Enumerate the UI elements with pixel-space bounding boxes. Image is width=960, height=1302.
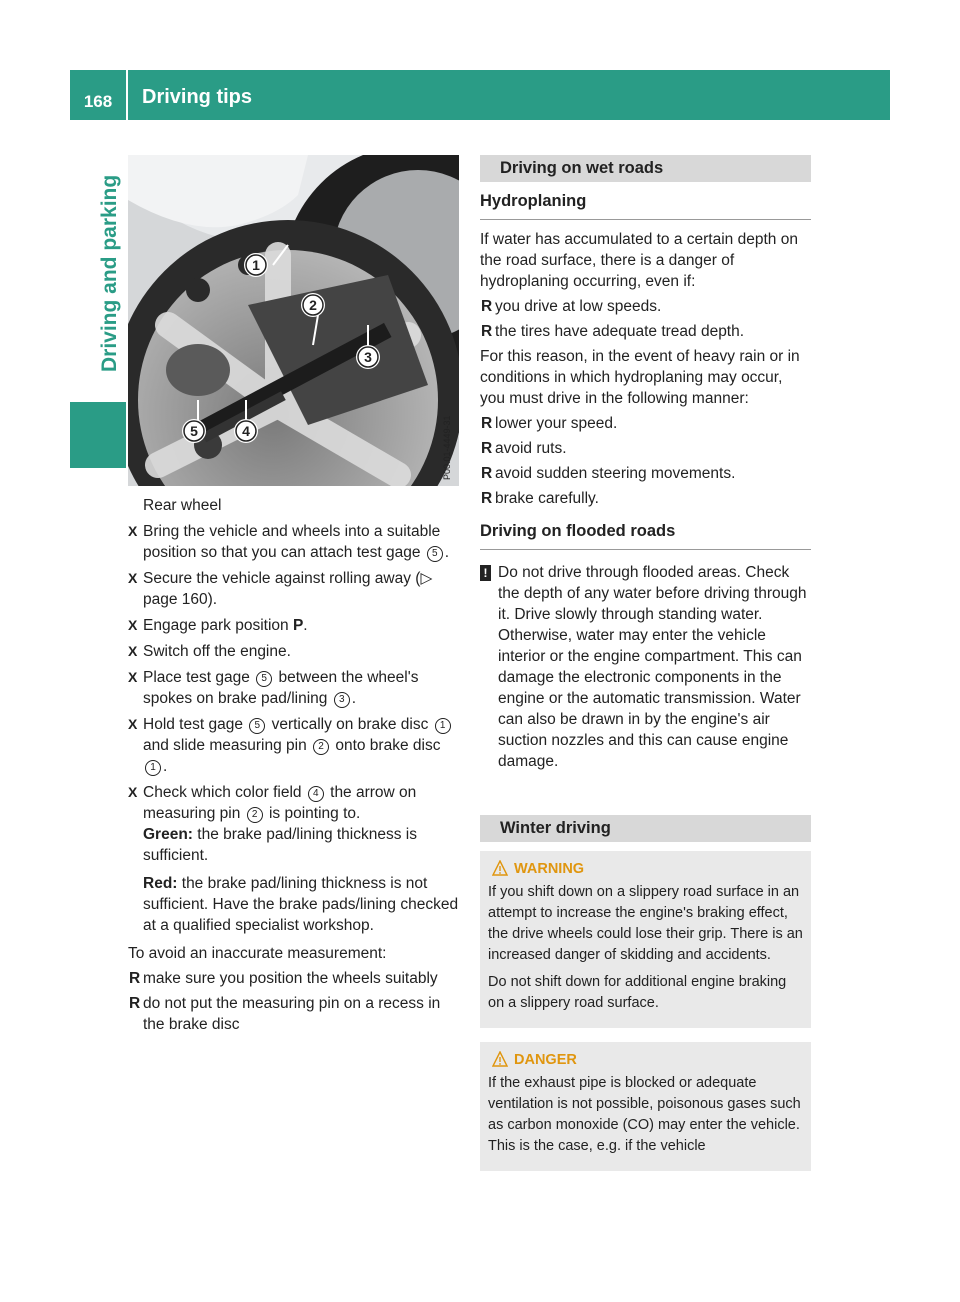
right-column [480,155,811,1171]
avoid-bullet-1: R make sure you position the wheels suitably [129,970,438,987]
subheading-flooded-roads: Driving on flooded roads [480,521,811,550]
bullet-icon: R [481,440,493,457]
step-mark-icon: X [128,617,138,633]
danger-box [480,1042,811,1171]
hydro2-bullet-3: R avoid sudden steering movements. [481,465,736,482]
step-1: X Bring the vehicle and wheels into a suitable position so that you can attach test gage 5 . [128,523,450,561]
hydro-para: For this reason, in the event of heavy rain or in conditions in which hydroplaning may occur, you must drive in the following manner: [480,348,800,407]
bullet-icon: R [481,465,493,482]
header-divider [126,70,128,120]
hydro2-bullet-4: R brake carefully. [481,490,599,507]
figure-code: P00.01-4449-31 [442,415,452,480]
side-chapter-tab [70,402,126,468]
danger-text-1: If the exhaust pipe is blocked or adequate ventilation is not possible, poisonous gases such as carbon monoxide (CO) may enter the vehicle. This is the case, e.g. if the vehicle [488,1075,801,1154]
step-3: X Engage park position P. [128,617,308,634]
danger-triangle-icon [492,1051,508,1067]
warning-title: WARNING [488,859,803,880]
bullet-icon: R [481,415,493,432]
warning-text-2: Do not shift down for additional engine braking on a slippery road surface. [488,974,787,1011]
avoid-intro: To avoid an inaccurate measurement: [128,945,387,962]
callout-2: 2 [309,297,317,313]
hydro2-bullet-1: R lower your speed. [481,415,618,432]
green-result: Green: the brake pad/lining thickness is sufficient. [143,826,417,864]
section-heading-wet-roads: Driving on wet roads [480,155,811,182]
step-mark-icon: X [128,669,138,685]
wheel-illustration [128,155,459,486]
bullet-icon: R [129,995,141,1012]
warning-triangle-icon [492,860,508,876]
step-4: X Switch off the engine. [128,643,291,660]
callout-3: 3 [364,349,372,365]
rear-wheel-figure [128,155,459,486]
bullet-icon: R [481,490,493,507]
exclamation-icon: ! [480,565,491,581]
warning-box [480,851,811,1028]
step-mark-icon: X [128,523,138,539]
page-ref-arrow-icon: ▷ [420,570,433,587]
avoid-bullet-2: R do not put the measuring pin on a recess in the brake disc [129,995,441,1033]
subheading-hydroplaning: Hydroplaning [480,191,811,220]
step-7: X Check which color field 4 the arrow on measuring pin 2 is pointing to. [128,784,417,822]
hydro-intro: If water has accumulated to a certain depth on the road surface, there is a danger of hydroplaning occurring, even if: [480,231,798,290]
red-result: Red: the brake pad/lining thickness is not sufficient. Have the brake pads/lining checked at a qualified specialist workshop. [143,875,459,934]
page-link[interactable]: page 160). [143,591,218,608]
flood-notice: ! Do not drive through flooded areas. Check the depth of any water before driving through it. Drive slowly through standing water. Otherwise, water may enter the vehicle interior or the engine compartment. This can damage the electronic components in the engine or the automatic transmission. Water can also be drawn in by the engine's air suction nozzles and this can cause engine damage. [480,562,811,772]
step-6: X Hold test gage 5 vertically on brake disc 1 and slide measuring pin 2 onto brake disc 1 . [128,714,460,777]
left-column [128,155,460,1035]
step-5: X Place test gage 5 between the wheel's spokes on brake pad/lining 3 . [128,669,419,707]
bullet-icon: R [481,298,493,315]
callout-5: 5 [190,423,198,439]
ref-5-icon: 5 [427,546,443,562]
step-2: X Secure the vehicle against rolling away (▷ page 160). [128,570,433,608]
section-heading-winter: Winter driving [480,815,811,842]
bullet-icon: R [129,970,141,987]
hydro-bullet-2: R the tires have adequate tread depth. [481,323,745,340]
bullet-icon: R [481,323,493,340]
warning-text-1: If you shift down on a slippery road surface in an attempt to increase the engine's braking effect, the drive wheels could lose their grip. There is an increased danger of skidding and accidents. [488,884,803,963]
hydro-bullet-1: R you drive at low speeds. [481,298,662,315]
hydro2-bullet-2: R avoid ruts. [481,440,567,457]
step-mark-icon: X [128,784,138,800]
callout-4: 4 [242,423,250,439]
side-chapter-label: Driving and parking [98,174,121,372]
page-number: 168 [83,92,113,111]
figure-caption: Rear wheel [143,497,222,514]
danger-title: DANGER [488,1050,803,1071]
step-mark-icon: X [128,570,138,586]
step-mark-icon: X [128,716,138,732]
step-mark-icon: X [128,643,138,659]
page-title: Driving tips [142,86,253,108]
callout-1: 1 [252,257,260,273]
